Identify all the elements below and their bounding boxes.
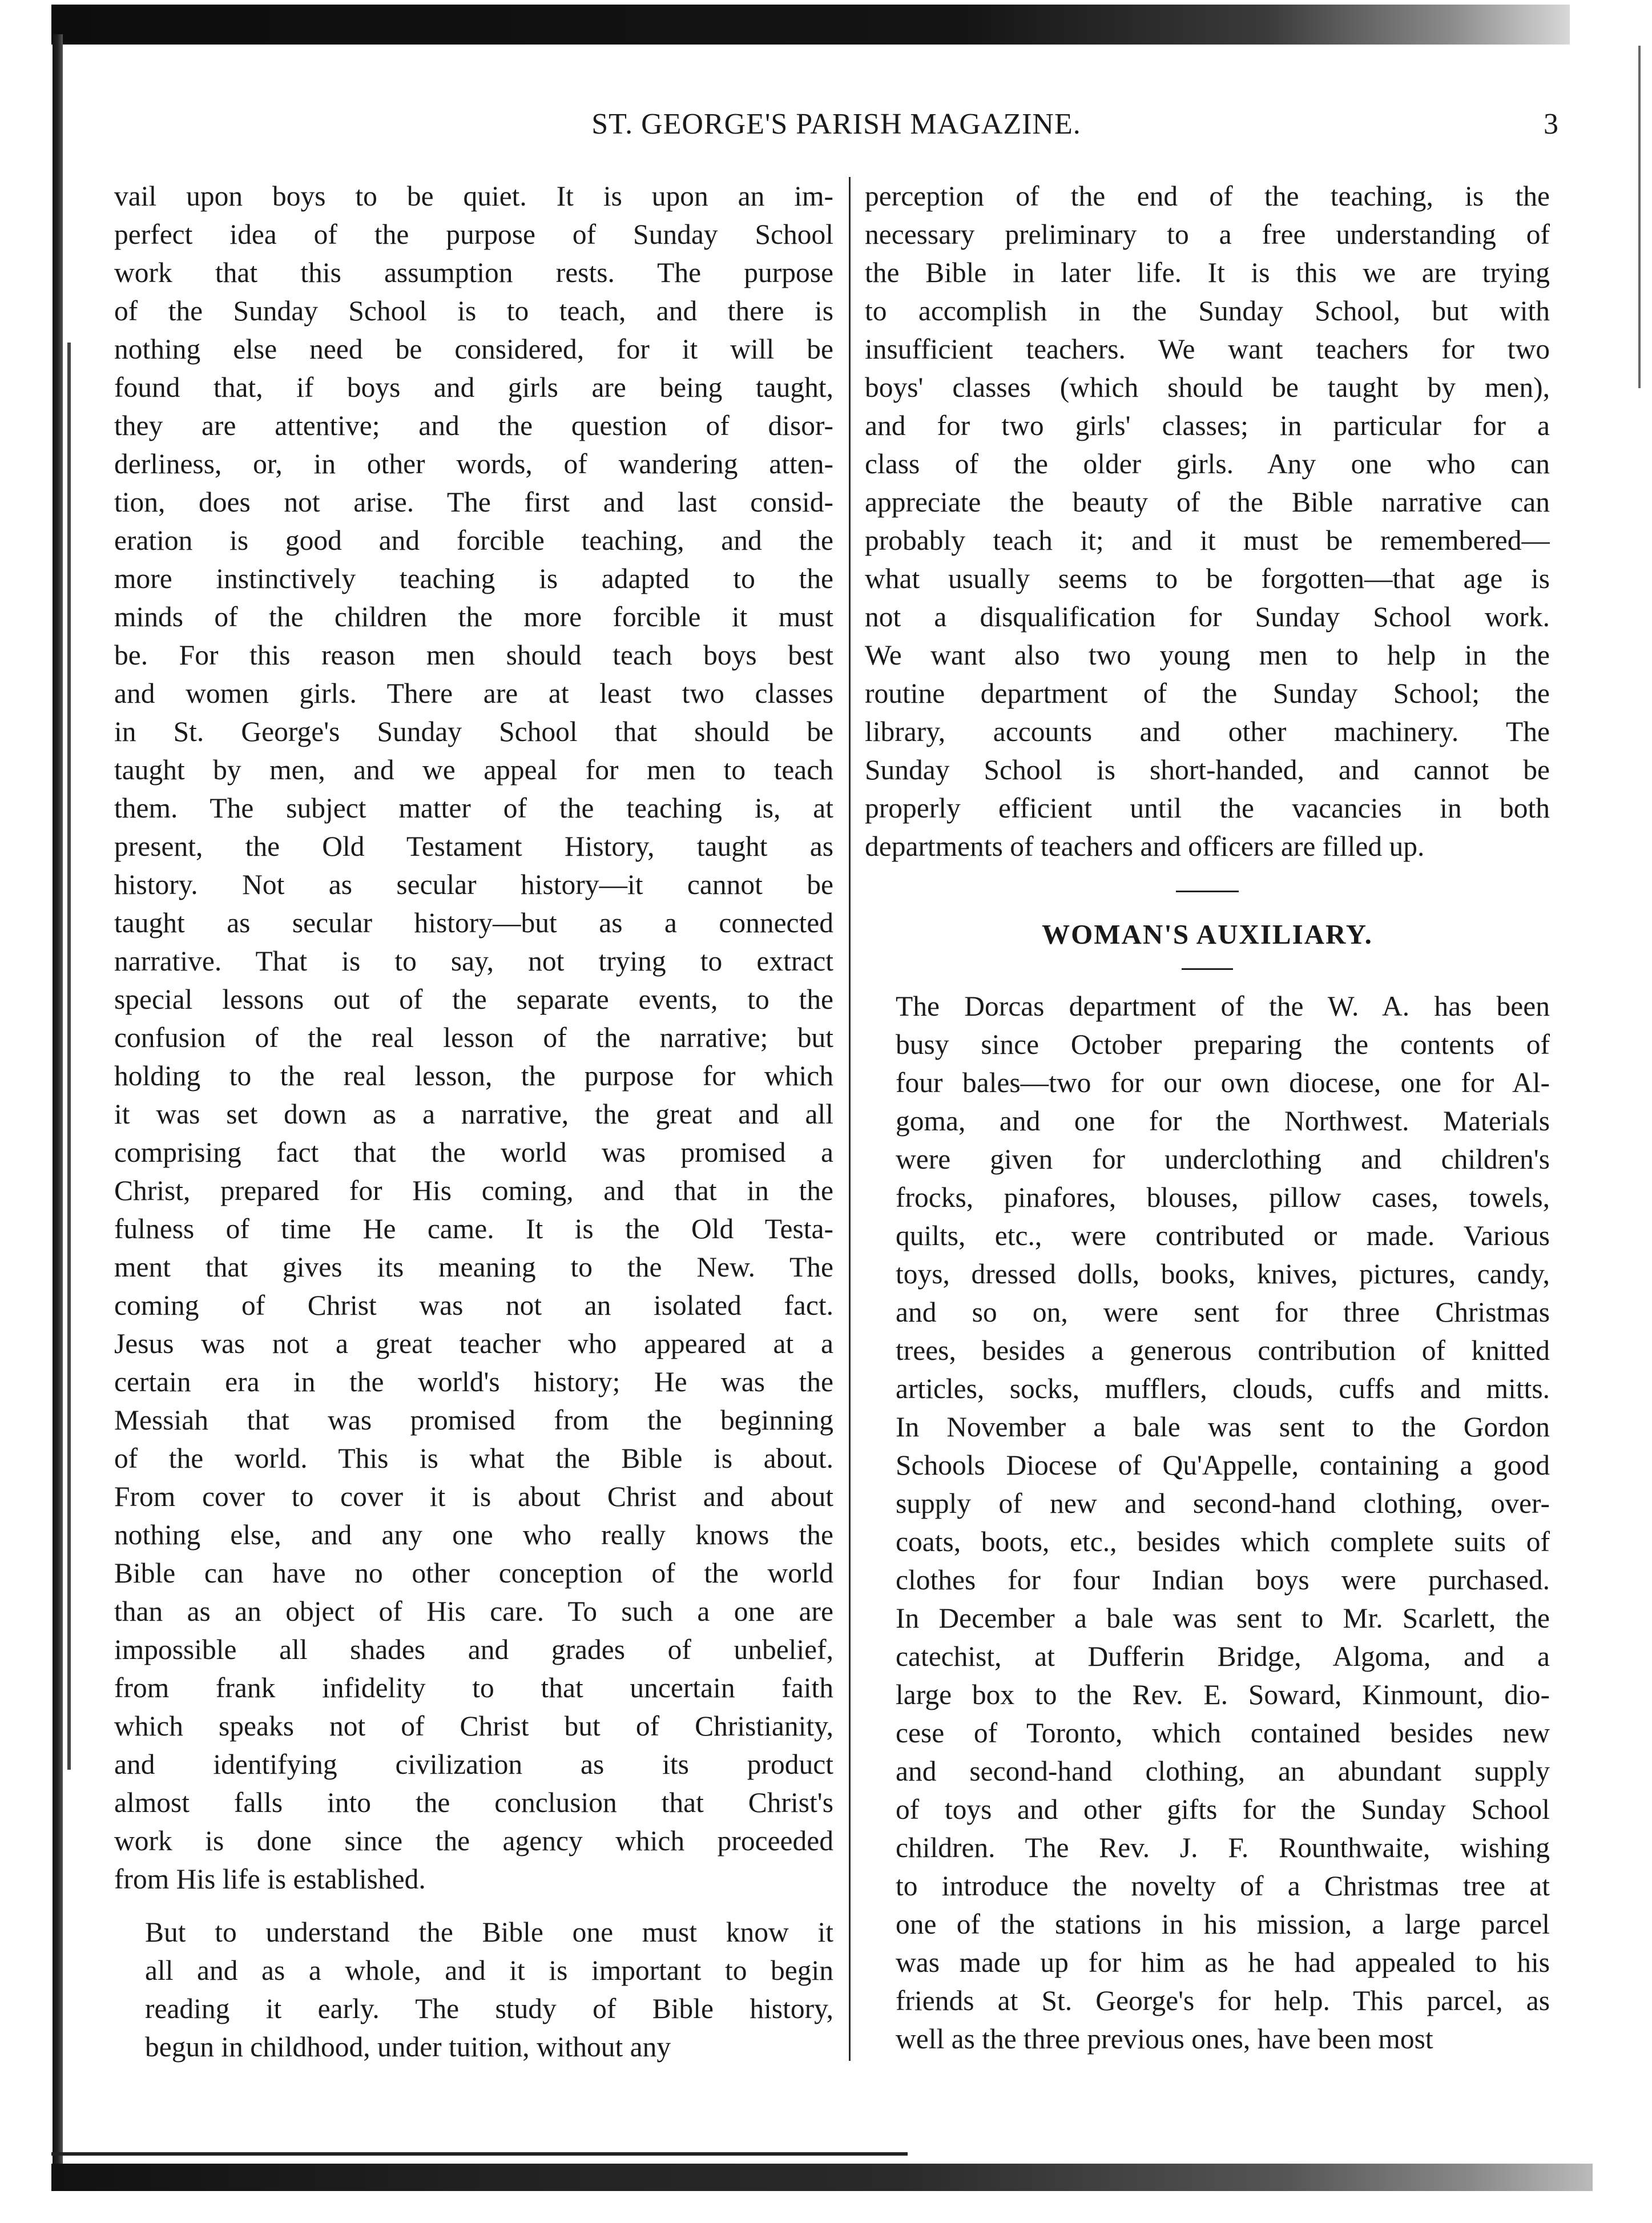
text-line: and second-hand clothing, an abundant supply bbox=[896, 1755, 1550, 1787]
text-line: of the Sunday School is to teach, and there is bbox=[114, 295, 833, 327]
text-line: trees, besides a generous contribution of knitted bbox=[896, 1335, 1550, 1366]
text-line: of toys and other gifts for the Sunday School bbox=[896, 1794, 1550, 1825]
text-line: special lessons out of the separate events, to the bbox=[114, 984, 833, 1015]
text-line: from His life is established. bbox=[114, 1863, 426, 1895]
text-line: them. The subject matter of the teaching is, at bbox=[114, 792, 833, 824]
text-line: Jesus was not a great teacher who appeared at a bbox=[114, 1328, 833, 1359]
text-line: class of the older girls. Any one who can bbox=[865, 448, 1550, 480]
text-line: Bible can have no other conception of the world bbox=[114, 1557, 833, 1589]
text-line: they are attentive; and the question of disor- bbox=[114, 410, 833, 441]
column-divider bbox=[849, 177, 851, 2061]
text-line: and for two girls' classes; in particular for a bbox=[865, 410, 1550, 441]
text-line: The Dorcas department of the W. A. has been bbox=[896, 990, 1550, 1022]
text-line: supply of new and second-hand clothing, over- bbox=[896, 1488, 1550, 1519]
text-line: than as an object of His care. To such a one are bbox=[114, 1596, 833, 1627]
text-line: nothing else, and any one who really knows the bbox=[114, 1519, 833, 1551]
text-line: catechist, at Dufferin Bridge, Algoma, and a bbox=[896, 1641, 1550, 1672]
sunday-school-paragraph-continued bbox=[114, 177, 833, 1898]
text-line: necessary preliminary to a free understanding of bbox=[865, 219, 1550, 250]
text-line: minds of the children the more forcible it must bbox=[114, 601, 833, 633]
text-line: was made up for him as he had appealed to his bbox=[896, 1947, 1550, 1978]
text-line: one of the stations in his mission, a large parcel bbox=[896, 1908, 1550, 1940]
text-line: four bales—two for our own diocese, one for Al- bbox=[896, 1067, 1550, 1098]
text-line: clothes for four Indian boys were purchased. bbox=[896, 1564, 1550, 1596]
text-line: more instinctively teaching is adapted to the bbox=[114, 563, 833, 594]
text-line: From cover to cover it is about Christ and about bbox=[114, 1481, 833, 1512]
scan-edge-left bbox=[53, 34, 63, 2181]
text-line: begun in childhood, under tuition, without any bbox=[145, 2031, 671, 2063]
text-line: Christ, prepared for His coming, and that in the bbox=[114, 1175, 833, 1206]
text-line: present, the Old Testament History, taught as bbox=[114, 831, 833, 862]
text-line: nothing else need be considered, for it will be bbox=[114, 333, 833, 365]
text-line: library, accounts and other machinery. The bbox=[865, 716, 1550, 747]
text-line: comprising fact that the world was promised a bbox=[114, 1137, 833, 1168]
text-line: be. For this reason men should teach boys best bbox=[114, 639, 833, 671]
text-line: eration is good and forcible teaching, and the bbox=[114, 525, 833, 556]
text-line: confusion of the real lesson of the narrative; but bbox=[114, 1022, 833, 1053]
text-line: from frank infidelity to that uncertain faith bbox=[114, 1672, 833, 1704]
text-line: In December a bale was sent to Mr. Scarlett, the bbox=[896, 1602, 1550, 1634]
text-line: probably teach it; and it must be remembered— bbox=[865, 525, 1550, 556]
text-line: of the world. This is what the Bible is about. bbox=[114, 1443, 833, 1474]
text-line: history. Not as secular history—it cannot be bbox=[114, 869, 833, 900]
text-line: perfect idea of the purpose of Sunday School bbox=[114, 219, 833, 250]
text-line: toys, dressed dolls, books, knives, pictures, candy, bbox=[896, 1258, 1550, 1290]
section-separator-rule bbox=[1176, 891, 1239, 892]
text-line: Schools Diocese of Qu'Appelle, containing a good bbox=[896, 1449, 1550, 1481]
text-line: work that this assumption rests. The purpose bbox=[114, 257, 833, 288]
text-line: perception of the end of the teaching, is the bbox=[865, 180, 1550, 212]
text-line: insufficient teachers. We want teachers for two bbox=[865, 333, 1550, 365]
text-line: holding to the real lesson, the purpose for which bbox=[114, 1060, 833, 1092]
heading-underline-rule bbox=[1182, 968, 1233, 970]
text-line: derliness, or, in other words, of wandering atten- bbox=[114, 448, 833, 480]
text-line: fulness of time He came. It is the Old Testa- bbox=[114, 1213, 833, 1245]
text-line: articles, socks, mufflers, clouds, cuffs and mitts. bbox=[896, 1373, 1550, 1404]
text-line: tion, does not arise. The first and last consid- bbox=[114, 486, 833, 518]
text-line: appreciate the beauty of the Bible narrative can bbox=[865, 486, 1550, 518]
text-line: Messiah that was promised from the beginning bbox=[114, 1404, 833, 1436]
text-line: the Bible in later life. It is this we are trying bbox=[865, 257, 1550, 288]
scan-edge-right bbox=[1638, 46, 1641, 388]
text-line: work is done since the agency which proceeded bbox=[114, 1825, 833, 1856]
text-line: frocks, pinafores, blouses, pillow cases, towels, bbox=[896, 1182, 1550, 1213]
scan-edge-bottom-line bbox=[51, 2152, 908, 2156]
scan-edge-top bbox=[51, 5, 1570, 45]
text-line: taught by men, and we appeal for men to teach bbox=[114, 754, 833, 786]
text-line: certain era in the world's history; He was the bbox=[114, 1366, 833, 1398]
text-line: boys' classes (which should be taught by men), bbox=[865, 372, 1550, 403]
text-line: vail upon boys to be quiet. It is upon an im- bbox=[114, 180, 833, 212]
text-line: all and as a whole, and it is important to begin bbox=[145, 1955, 833, 1986]
text-line: children. The Rev. J. F. Rounthwaite, wishing bbox=[896, 1832, 1550, 1863]
text-line: routine department of the Sunday School; the bbox=[865, 678, 1550, 709]
text-line: quilts, etc., were contributed or made. Various bbox=[896, 1220, 1550, 1251]
text-line: taught as secular history—but as a connected bbox=[114, 907, 833, 939]
text-line: busy since October preparing the contents of bbox=[896, 1029, 1550, 1060]
text-line: it was set down as a narrative, the great and all bbox=[114, 1098, 833, 1130]
scan-edge-left-inner bbox=[67, 343, 71, 1770]
text-line: reading it early. The study of Bible history, bbox=[145, 1993, 833, 2024]
scan-edge-bottom bbox=[51, 2164, 1593, 2191]
section-heading-womans-auxiliary: WOMAN'S AUXILIARY. bbox=[1042, 919, 1373, 950]
text-line: were given for underclothing and children's bbox=[896, 1143, 1550, 1175]
text-line: large box to the Rev. E. Soward, Kinmount, dio- bbox=[896, 1679, 1550, 1710]
text-line: impossible all shades and grades of unbelief, bbox=[114, 1634, 833, 1665]
text-line: and women girls. There are at least two classes bbox=[114, 678, 833, 709]
text-line: what usually seems to be forgotten—that age is bbox=[865, 563, 1550, 594]
text-line: departments of teachers and officers are filled up. bbox=[865, 831, 1425, 862]
text-line: which speaks not of Christ but of Christianity, bbox=[114, 1710, 833, 1742]
text-line: to introduce the novelty of a Christmas tree at bbox=[896, 1870, 1550, 1902]
magazine-title: ST. GEORGE'S PARISH MAGAZINE. bbox=[591, 108, 1081, 140]
text-line: But to understand the Bible one must know it bbox=[145, 1916, 833, 1948]
page-number: 3 bbox=[1544, 108, 1558, 140]
text-line: found that, if boys and girls are being taught, bbox=[114, 372, 833, 403]
text-line: well as the three previous ones, have been most bbox=[896, 2023, 1433, 2055]
text-line: narrative. That is to say, not trying to extract bbox=[114, 945, 833, 977]
text-line: in St. George's Sunday School that should be bbox=[114, 716, 833, 747]
text-line: and so on, were sent for three Christmas bbox=[896, 1296, 1550, 1328]
running-header bbox=[114, 107, 1558, 153]
text-line: cese of Toronto, which contained besides new bbox=[896, 1717, 1550, 1749]
text-line: ment that gives its meaning to the New. The bbox=[114, 1251, 833, 1283]
text-line: Sunday School is short-handed, and cannot be bbox=[865, 754, 1550, 786]
text-line: friends at St. George's for help. This parcel, as bbox=[896, 1985, 1550, 2016]
text-line: almost falls into the conclusion that Christ's bbox=[114, 1787, 833, 1818]
bible-study-paragraph bbox=[114, 1913, 833, 2066]
text-line: and identifying civilization as its product bbox=[114, 1749, 833, 1780]
text-line: not a disqualification for Sunday School work. bbox=[865, 601, 1550, 633]
text-line: In November a bale was sent to the Gordon bbox=[896, 1411, 1550, 1443]
text-line: goma, and one for the Northwest. Materials bbox=[896, 1105, 1550, 1137]
text-line: coming of Christ was not an isolated fact. bbox=[114, 1290, 833, 1321]
text-line: We want also two young men to help in the bbox=[865, 639, 1550, 671]
left-column bbox=[114, 177, 833, 2066]
dorcas-department-paragraph bbox=[865, 987, 1550, 2058]
right-column bbox=[865, 177, 1550, 2058]
text-line: to accomplish in the Sunday School, but with bbox=[865, 295, 1550, 327]
text-line: coats, boots, etc., besides which complete suits of bbox=[896, 1526, 1550, 1557]
text-line: properly efficient until the vacancies in both bbox=[865, 792, 1550, 824]
teachers-wanted-paragraph bbox=[865, 177, 1550, 865]
